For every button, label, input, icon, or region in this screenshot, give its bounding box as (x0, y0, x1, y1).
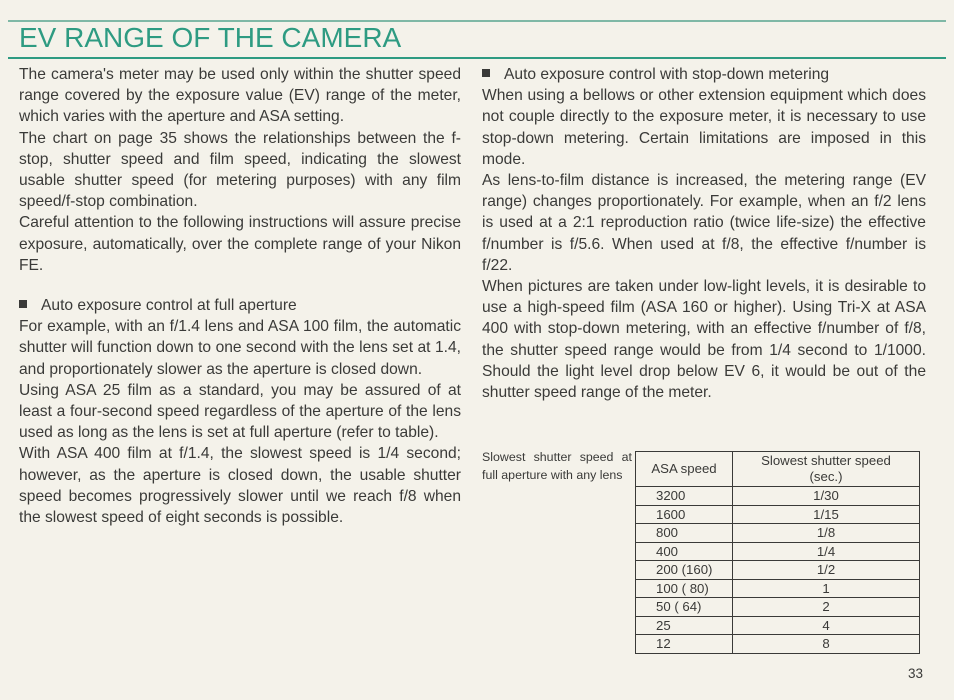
cell-asa-speed: 800 (636, 524, 733, 543)
paragraph-low-light: When pictures are taken under low-light levels, it is desirable to use a high-speed film (ASA 160 or higher). Using Tri-X at ASA 400 with stop-down metering, with an effective f/number of f/8, the shutter speed range would be from 1/4 second to 1/1000. Should the light level drop below EV 6, it would be out of the shutter speed range of the meter. (482, 278, 926, 402)
table-row (636, 505, 920, 524)
cell-asa-speed: 100 ( 80) (636, 579, 733, 598)
paragraph-careful-attention: Careful attention to the following instructions will assure precise exposure, automatically, over the complete range of your Nikon FE. (19, 214, 461, 274)
table-header-row (636, 452, 920, 487)
column-header-speed-label: Slowest shutter speed (sec.) (761, 453, 891, 484)
section-heading-label: Auto exposure control at full aperture (41, 297, 297, 315)
cell-slowest-speed: 2 (733, 598, 920, 617)
section-heading-stop-down (482, 64, 926, 85)
table-row (636, 635, 920, 654)
paragraph-asa25-standard: Using ASA 25 film as a standard, you may be assured of at least a four-second speed regardless of the aperture of the lens used as long as the lens is set at full aperture (refer to table). (19, 381, 461, 442)
cell-asa-speed: 400 (636, 542, 733, 561)
right-column (482, 64, 926, 403)
section-heading-full-aperture (19, 295, 461, 316)
table-caption: Slowest shutter speed at full aperture with any lens (482, 450, 632, 482)
section-heading-label: Auto exposure control with stop-down metering (504, 66, 830, 83)
cell-asa-speed: 3200 (636, 487, 733, 506)
square-bullet-icon (19, 300, 27, 308)
cell-slowest-speed: 1/4 (733, 542, 920, 561)
title-bottom-rule (8, 57, 946, 59)
square-bullet-icon (482, 69, 490, 77)
page-number: 33 (908, 666, 924, 681)
cell-slowest-speed: 1/15 (733, 505, 920, 524)
table-row (636, 487, 920, 506)
paragraph-asa400-example: With ASA 400 film at f/1.4, the slowest speed is 1/4 second; however, as the aperture is closed down, the usable shutter speed becomes progressively slower until we reach f/8 when the slowest speed of eight seconds is possible. (19, 445, 461, 527)
cell-slowest-speed: 1/2 (733, 561, 920, 580)
table-row (636, 616, 920, 635)
cell-slowest-speed: 1/8 (733, 524, 920, 543)
table-row (636, 598, 920, 617)
cell-slowest-speed: 1 (733, 579, 920, 598)
column-header-asa: ASA speed (636, 452, 733, 487)
cell-asa-speed: 1600 (636, 505, 733, 524)
table-row (636, 561, 920, 580)
paragraph-meter-range: The camera's meter may be used only within the shutter speed range covered by the exposure value (EV) range of the meter, which varies with the aperture and ASA setting. (19, 66, 461, 126)
left-column (19, 64, 461, 528)
cell-asa-speed: 50 ( 64) (636, 598, 733, 617)
paragraph-f14-example: For example, with an f/1.4 lens and ASA 100 film, the automatic shutter will function down to one second with the lens set at 1.4, and proportionately slower as the aperture is closed down. (19, 318, 461, 378)
paragraph-bellows: When using a bellows or other extension equipment which does not couple directly to the exposure meter, it is necessary to use stop-down metering. Certain limitations are imposed in this mode. (482, 87, 926, 168)
paragraph-chart-reference: The chart on page 35 shows the relationships between the f-stop, shutter speed and film speed, indicating the slowest usable shutter speed (for metering purposes) with any film speed/f-stop combination. (19, 129, 461, 211)
cell-asa-speed: 12 (636, 635, 733, 654)
table-row (636, 579, 920, 598)
table-row (636, 542, 920, 561)
cell-slowest-speed: 4 (733, 616, 920, 635)
cell-slowest-speed: 8 (733, 635, 920, 654)
paragraph-lens-to-film: As lens-to-film distance is increased, the metering range (EV range) changes proportionately. For example, when an f/2 lens is used at a 2:1 reproduction ratio (twice life-size) the effective f/number is f/5.6. When used at f/8, the effective f/number is f/22. (482, 172, 926, 274)
cell-asa-speed: 200 (160) (636, 561, 733, 580)
table-row (636, 524, 920, 543)
page-title: EV RANGE OF THE CAMERA (19, 22, 402, 53)
cell-slowest-speed: 1/30 (733, 487, 920, 506)
column-header-speed (733, 452, 920, 487)
cell-asa-speed: 25 (636, 616, 733, 635)
shutter-speed-table (635, 451, 920, 654)
